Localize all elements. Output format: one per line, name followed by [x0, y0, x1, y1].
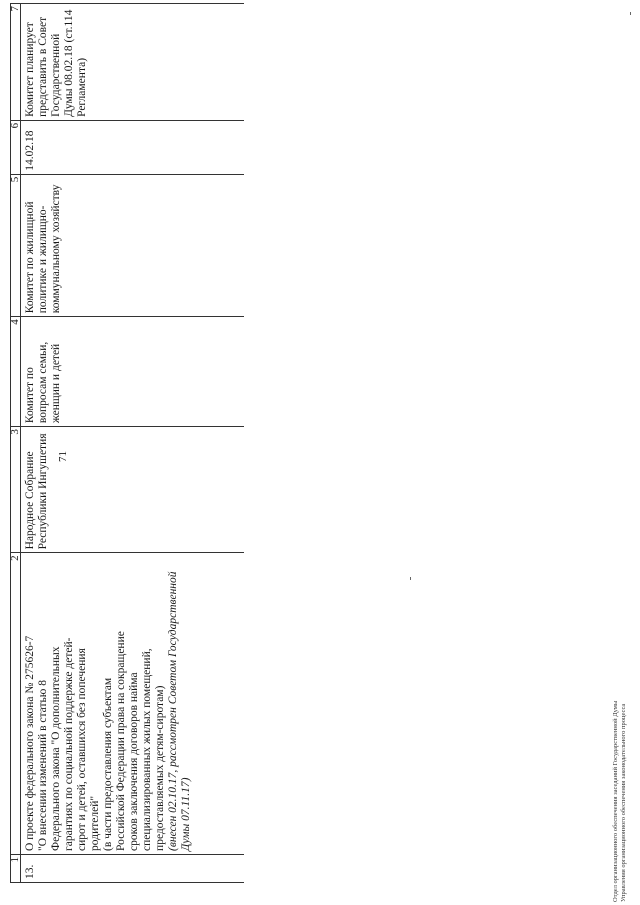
header-col-2: 2 [11, 553, 21, 855]
co-committee: Комитет по жилищной политике и жилищно-коммунальному хозяйству [21, 174, 245, 317]
bill-note: (внесен 02.10.17, рассмотрен Советом Государственной Думы 07.11.17) [167, 571, 192, 851]
row-number: 13. [21, 854, 245, 882]
date: 14.02.18 [21, 120, 245, 174]
scan-speck [630, 12, 631, 15]
footer-line-1: Отдел организационного обеспечения заседаний Государственной Думы [612, 700, 619, 902]
bill-table [10, 3, 244, 883]
header-col-6: 6 [11, 120, 21, 174]
table-row [21, 4, 245, 883]
bill-line: сирот и детей, оставшихся без попечения [76, 648, 88, 851]
bill-line: Федерального закона "О дополнительных [50, 646, 62, 851]
bill-line: "О внесении изменений в статью 8 [37, 680, 49, 851]
header-col-4: 4 [11, 317, 21, 427]
bill-line: гарантиях по социальной поддержке детей- [63, 637, 75, 851]
footer [612, 701, 628, 902]
bill-line: О проекте федерального закона № 275626-7 [24, 635, 36, 851]
responsible-committee: Комитет по вопросам семьи, женщин и детей [21, 317, 245, 427]
footer-line-2: Управления организационного обеспечения законодательного процесса [620, 703, 627, 902]
header-col-3: 3 [11, 427, 21, 553]
table-header-row [11, 4, 21, 883]
header-col-7: 7 [11, 4, 21, 121]
plan: Комитет планирует представить в Совет Государственной Думы 08.02.18 (ст.114 Регламента) [21, 4, 245, 121]
bill-line: предоставляемых детям-сиротам) [154, 685, 166, 851]
bill-line: Российской Федерации права на сокращение [115, 631, 127, 851]
scan-speck [410, 577, 411, 580]
bill-line: сроков заключения договоров найма [128, 672, 140, 851]
bill-line: специализированных жилых помещений, [141, 648, 153, 851]
bill-description [21, 553, 245, 855]
header-col-5: 5 [11, 174, 21, 317]
initiator: Народное Собрание Республики Ингушетия [21, 427, 245, 553]
header-col-1: 1 [11, 854, 21, 882]
page-number: 71 [57, 451, 69, 462]
bill-line: (в части предоставления субъектам [102, 677, 114, 851]
bill-line: родителей" [89, 795, 101, 851]
